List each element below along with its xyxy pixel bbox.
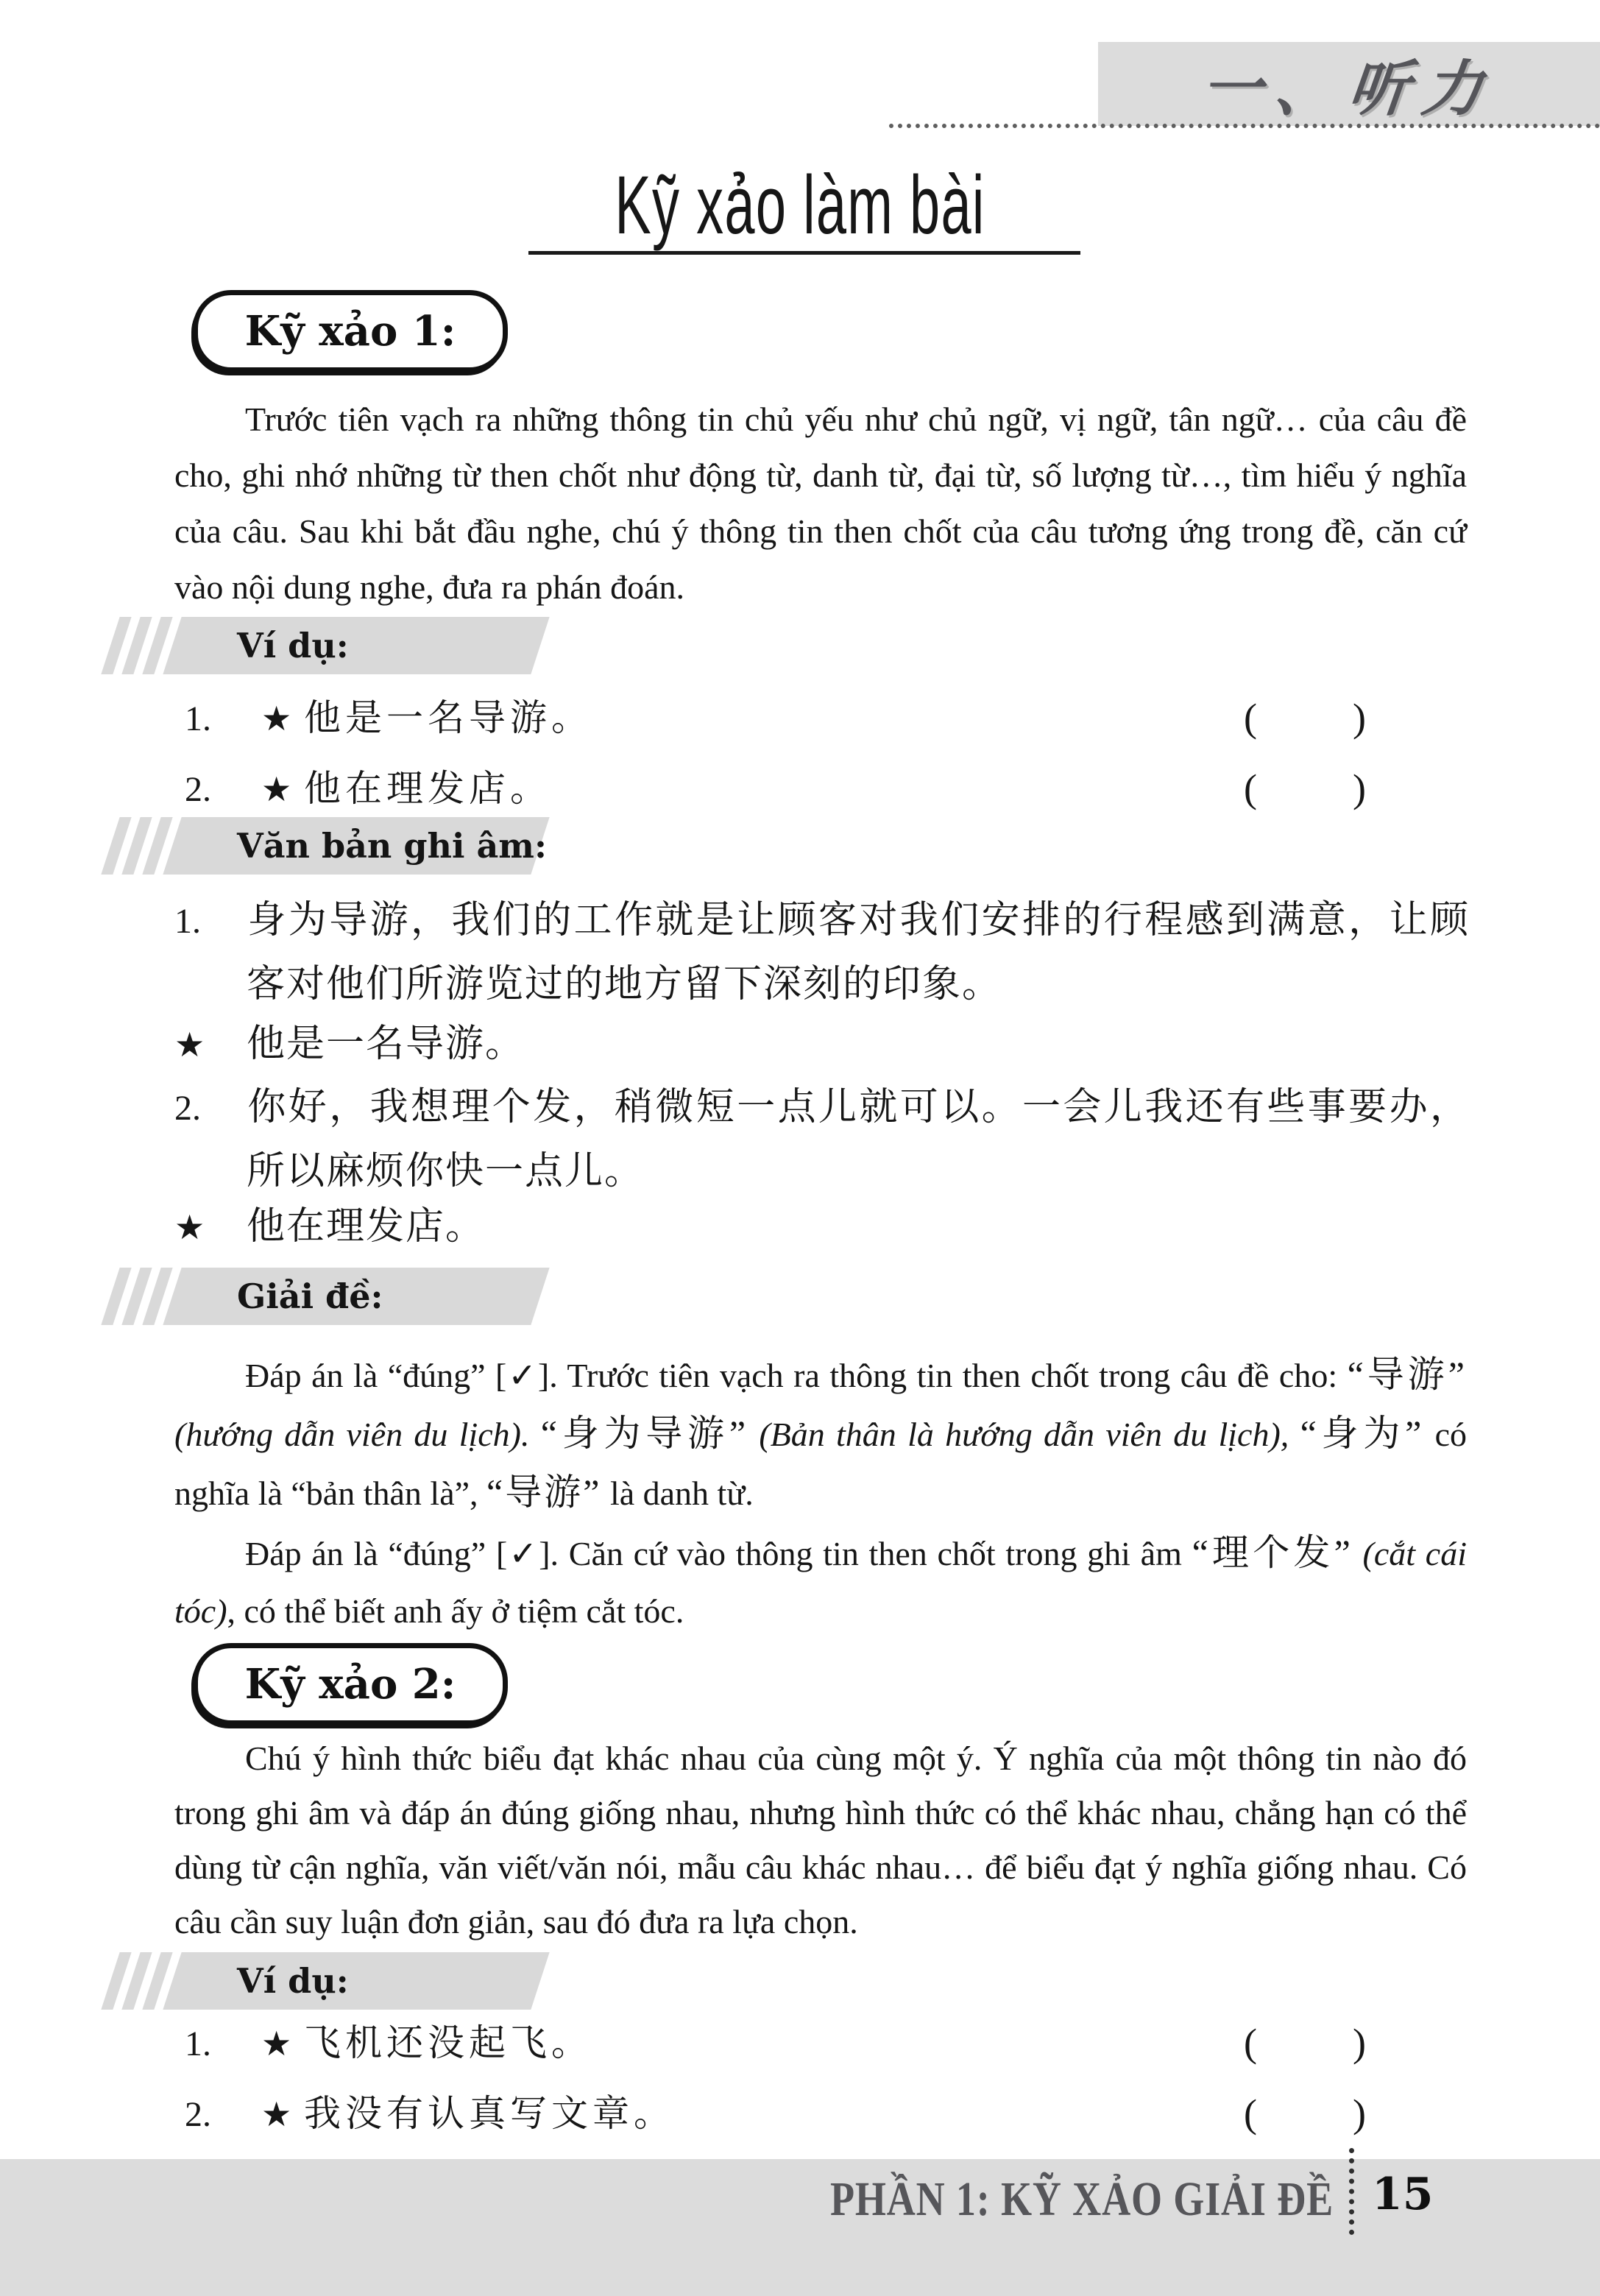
star-icon: ★ [261, 769, 292, 809]
banner-body [163, 1268, 549, 1325]
item-number: 1. [185, 699, 211, 738]
translation-run: (Bản thân là hướng dẫn viên du lịch), [748, 1416, 1300, 1453]
example-1-item-1 [174, 693, 1467, 745]
star-icon: ★ [261, 2094, 292, 2134]
star-icon: ★ [261, 2024, 292, 2063]
text-run: có nghĩa là “bản thân là”, [174, 1416, 1467, 1512]
transcript-text: 身为导游，我们的工作就是让顾客对我们安排的行程感到满意，让顾客对他们所游览过的地方留下深刻的印象。 [247, 900, 1470, 1006]
key-sentence: 他在理发店。 [247, 1206, 486, 1248]
text-run: Đáp án là “đúng” [✓]. Trước tiên vạch ra thông tin then chốt trong câu đề cho: [245, 1357, 1348, 1394]
banner-body [163, 1952, 549, 2010]
item-number: 2. [174, 1089, 201, 1128]
chinese-term: “导游” [1347, 1354, 1467, 1395]
answer-paren-close: ) [1353, 766, 1366, 810]
star-icon: ★ [261, 699, 292, 738]
chinese-term: “导游” [486, 1472, 602, 1513]
item-number: 2. [185, 2095, 211, 2134]
example-1-heading: Ví dụ: [237, 626, 349, 665]
item-text: 我没有认真写文章。 [304, 2093, 675, 2134]
transcript-heading: Văn bản ghi âm: [237, 826, 547, 866]
solution-paragraph-1 [174, 1346, 1467, 1522]
skill-1-label: Kỹ xảo 1: [244, 307, 456, 356]
header-dotted-rule [889, 124, 1600, 128]
transcript-banner [110, 817, 547, 875]
answer-blank [1244, 764, 1366, 813]
item-text: 飞机还没起飞。 [304, 2022, 592, 2063]
transcript-key-2 [174, 1201, 1470, 1253]
skill-2-intro-paragraph: Chú ý hình thức biểu đạt khác nhau của cùng một ý. Ý nghĩa của một thông tin nào đó trong ghi âm và đáp án đúng giống nhau, nhưng hình thức có thể khác nhau, chẳng hạn có thể dùng từ cận nghĩa, văn viết/văn nói, mẫu câu khác nhau… để biểu đạt ý nghĩa giống nhau. Có câu cần suy luận đơn giản, sau đó đưa ra lựa chọn. [174, 1739, 1467, 1940]
answer-paren-open: ( [1244, 2091, 1257, 2136]
transcript-text: 你好，我想理个发，稍微短一点儿就可以。一会儿我还有些事要办，所以麻烦你快一点儿。 [247, 1087, 1470, 1193]
page-number: 15 [1372, 2169, 1434, 2220]
banner-body [163, 617, 549, 674]
solution-heading: Giải đề: [237, 1276, 383, 1316]
solution-banner [110, 1268, 540, 1325]
example-2-banner [110, 1952, 540, 2010]
text-run: Đáp án là “đúng” [✓]. Căn cứ vào thông tin then chốt trong ghi âm [245, 1535, 1192, 1572]
footer-dotted-divider [1349, 2148, 1354, 2235]
chinese-term: “身为” [1300, 1413, 1424, 1454]
answer-paren-close: ) [1353, 2091, 1366, 2136]
item-number: 2. [185, 770, 211, 809]
answer-blank [1244, 2089, 1366, 2138]
chinese-term: “身为导游” [540, 1413, 748, 1454]
chapter-header-band [1098, 42, 1600, 126]
title-underline [528, 251, 1080, 255]
item-number: 1. [185, 2024, 211, 2063]
skill-1-intro-paragraph: Trước tiên vạch ra những thông tin chủ yếu như chủ ngữ, vị ngữ, tân ngữ… của câu đề cho, ghi nhớ những từ then chốt như động từ, danh từ, đại từ, số lượng từ…, tìm hiểu ý nghĩa của câu. Sau khi bắt đầu nghe, chú ý thông tin then chốt của câu tương ứng trong đề, căn cứ vào nội dung nghe, đưa ra phán đoán. [174, 400, 1467, 606]
translation-run: (hướng dẫn viên du lịch). [174, 1416, 541, 1453]
text-run: là danh từ. [601, 1474, 754, 1512]
footer-section-title: PHẦN 1: KỸ XẢO GIẢI ĐỀ [829, 2172, 1334, 2226]
text-run: , có thể biết anh ấy ở tiệm cắt tóc. [227, 1592, 684, 1630]
chapter-title: 一、听力 [1197, 53, 1500, 124]
item-number: 1. [174, 902, 201, 941]
star-icon: ★ [174, 1207, 205, 1247]
answer-paren-open: ( [1244, 2021, 1257, 2065]
example-2-item-2 [174, 2089, 1467, 2141]
answer-blank [1244, 693, 1366, 742]
skill-1-box [193, 290, 508, 372]
example-1-item-2 [174, 764, 1467, 816]
answer-paren-close: ) [1353, 2021, 1366, 2065]
skill-2-box [193, 1643, 508, 1725]
transcript-key-1 [174, 1019, 1470, 1070]
example-2-heading: Ví dụ: [237, 1961, 349, 2001]
answer-paren-open: ( [1244, 766, 1257, 810]
example-2-item-1 [174, 2018, 1467, 2070]
banner-body [163, 817, 549, 875]
chinese-term: “理个发” [1192, 1532, 1353, 1573]
solution-paragraph-2 [174, 1524, 1467, 1640]
transcript-item-1 [174, 889, 1470, 1017]
key-sentence: 他是一名导游。 [247, 1023, 525, 1065]
page-title: Kỹ xảo làm bài [615, 159, 985, 251]
star-icon: ★ [174, 1025, 205, 1064]
skill-2-label: Kỹ xảo 2: [244, 1660, 456, 1709]
item-text: 他是一名导游。 [304, 697, 592, 738]
answer-paren-close: ) [1353, 696, 1366, 740]
translation-run: (cắt cái tóc) [174, 1535, 1467, 1630]
item-text: 他在理发店。 [304, 768, 551, 809]
answer-blank [1244, 2018, 1366, 2067]
example-1-banner [110, 617, 540, 674]
answer-paren-open: ( [1244, 696, 1257, 740]
transcript-item-2 [174, 1076, 1470, 1204]
